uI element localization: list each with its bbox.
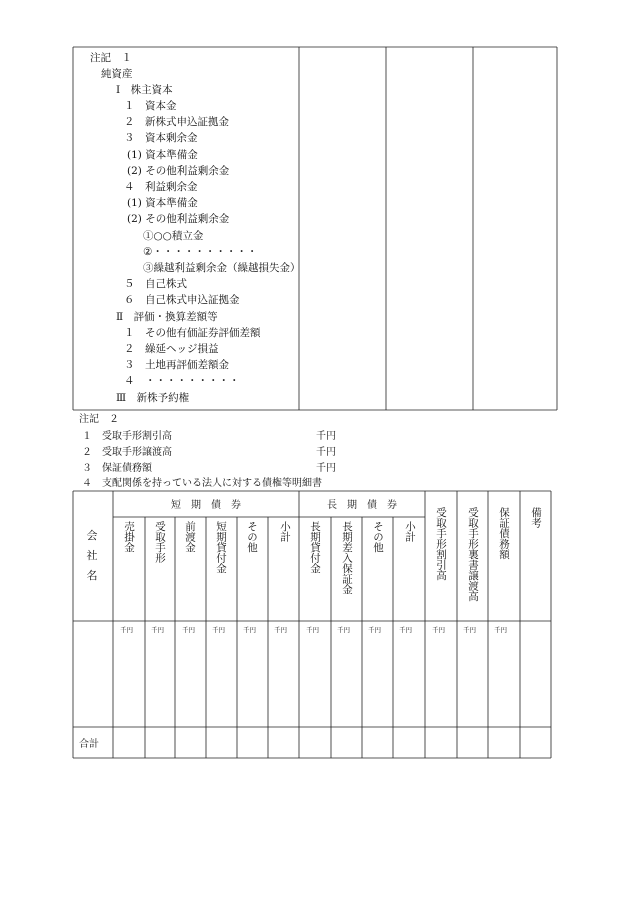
unit-label: 千円: [463, 626, 476, 634]
note1-line: ３ 土地再評価差額金: [124, 359, 229, 371]
note1-line: 純資産: [101, 68, 133, 80]
col-header: 短期貸付金: [215, 521, 227, 574]
note1-line: ２ 新株式申込証拠金: [124, 116, 229, 128]
note1-line: (1) 資本準備金: [127, 149, 198, 161]
note1-line: Ⅲ 新株予約権: [116, 392, 190, 404]
note1-line: ４ 利益剰余金: [124, 181, 198, 193]
company-name-header: 会社名: [86, 529, 98, 582]
note1-line: ２ 繰延ヘッジ損益: [124, 343, 219, 355]
note2-item-label: ４ 支配関係を持っている法人に対する債権等明細書: [82, 478, 322, 489]
unit-label: 千円: [212, 626, 225, 634]
note2-item-label: ２ 受取手形譲渡高: [82, 447, 172, 458]
unit-label: 千円: [306, 626, 319, 634]
col-header: その他: [246, 521, 258, 553]
note1-line: Ⅰ 株主資本: [116, 84, 173, 96]
note1-line: ６ 自己株式申込証拠金: [124, 294, 240, 306]
col-header: 受取手形割引高: [435, 507, 447, 581]
note2-title: 注記 ２: [79, 414, 119, 425]
note2-item-unit: 千円: [316, 447, 336, 458]
note2-item-unit: 千円: [316, 431, 336, 442]
note2-item-unit: 千円: [316, 463, 336, 474]
note1-line: (2) その他利益剰余金: [127, 213, 230, 225]
unit-label: 千円: [151, 626, 164, 634]
note2-item-label: ３ 保証債務額: [82, 463, 152, 474]
note1-line: Ⅱ 評価・換算差額等: [116, 311, 218, 323]
note2-item-label: １ 受取手形割引高: [82, 431, 172, 442]
unit-label: 千円: [337, 626, 350, 634]
note1-line: １ 資本金: [124, 100, 177, 112]
col-header: その他: [372, 521, 384, 553]
unit-label: 千円: [432, 626, 445, 634]
note1-line: (2) その他利益剰余金: [127, 165, 230, 177]
note1-line: ３ 資本剰余金: [124, 132, 198, 144]
note1-title: 注記 １: [90, 52, 132, 64]
col-header: 小計: [279, 521, 291, 542]
total-label: 合計: [79, 739, 99, 750]
col-header: 売掛金: [123, 521, 135, 553]
unit-label: 千円: [120, 626, 133, 634]
short-term-group-header: 短 期 債 券: [171, 500, 241, 511]
col-header: 小計: [404, 521, 416, 542]
note1-line: ③繰越利益剰余金（繰越損失金）: [143, 262, 301, 274]
unit-label: 千円: [368, 626, 381, 634]
col-header: 保証債務額: [498, 507, 510, 560]
unit-label: 千円: [399, 626, 412, 634]
long-term-group-header: 長 期 債 券: [327, 500, 397, 511]
col-header: 受取手形: [154, 521, 166, 563]
note1-line: １ その他有価証券評価差額: [124, 327, 261, 339]
unit-label: 千円: [494, 626, 507, 634]
unit-label: 千円: [243, 626, 256, 634]
unit-label: 千円: [274, 626, 287, 634]
col-header: 長期貸付金: [309, 521, 321, 574]
col-header: 受取手形裏書譲渡高: [467, 507, 479, 602]
note1-line: (1) 資本準備金: [127, 197, 198, 209]
col-header: 前渡金: [184, 521, 196, 553]
unit-label: 千円: [182, 626, 195, 634]
col-header: 長期差入保証金: [341, 521, 353, 595]
note1-line: ５ 自己株式: [124, 278, 187, 290]
note1-line: ４ ・・・・・・・・・: [124, 375, 240, 387]
note1-line: ②・・・・・・・・・・: [143, 246, 258, 258]
note1-line: ①○○積立金: [143, 230, 204, 242]
col-header: 備考: [530, 507, 542, 528]
